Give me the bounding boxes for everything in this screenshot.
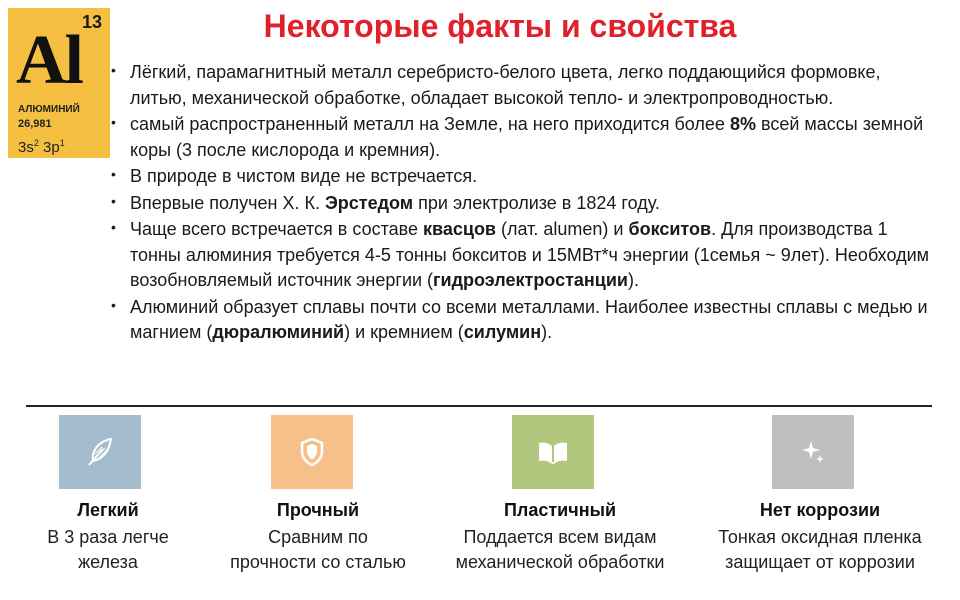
feature-no-corrosion-tile bbox=[772, 415, 854, 489]
sparkle-icon bbox=[798, 437, 828, 467]
config-3s: 3s bbox=[18, 139, 34, 156]
bullet-dot-icon: • bbox=[111, 166, 116, 182]
fact-item bbox=[110, 191, 930, 217]
fact-text: ). bbox=[541, 322, 553, 342]
feature-title: Прочный bbox=[276, 500, 360, 520]
fact-text: при электролизе в 1824 году. bbox=[413, 192, 660, 213]
feature-title: Легкий bbox=[77, 500, 139, 520]
bullet-dot-icon: • bbox=[111, 219, 116, 235]
page-title: Некоторые факты и свойства bbox=[263, 8, 737, 44]
feature-strong-tile bbox=[271, 415, 353, 489]
bullet-dot-icon: • bbox=[111, 62, 116, 78]
fact-highlight: бокситов bbox=[628, 219, 712, 239]
bullet-dot-icon: • bbox=[111, 296, 116, 313]
fact-text: всей массы земной коры (3 после кислорода и кремния). bbox=[130, 114, 924, 160]
feather-icon bbox=[83, 435, 117, 469]
fact-highlight: Эрстедом bbox=[324, 192, 414, 213]
atomic-mass: 26,981 bbox=[18, 118, 52, 130]
fact-item bbox=[110, 295, 930, 346]
fact-item bbox=[110, 217, 930, 294]
element-symbol: Al bbox=[16, 22, 82, 99]
feature-description: В 3 раза легче железа bbox=[47, 527, 169, 572]
fact-highlight: 8% bbox=[729, 114, 756, 134]
fact-text: В природе в чистом виде не встречается. bbox=[130, 166, 478, 186]
fact-item bbox=[110, 164, 930, 190]
fact-text: ) и кремнием ( bbox=[344, 322, 464, 342]
electron-config bbox=[18, 138, 65, 156]
fact-item bbox=[110, 112, 930, 163]
feature-light-tile bbox=[59, 415, 141, 489]
element-tile bbox=[8, 8, 110, 158]
fact-text: Лёгкий, парамагнитный металл серебристо-белого цвета, легко поддающийся формовке, литью, механической обработке, обладает высокой тепло- и электропроводностью. bbox=[130, 62, 881, 108]
fact-text: (лат. alumen) и bbox=[496, 219, 629, 239]
feature-plastic-tile bbox=[512, 415, 594, 489]
config-3p-sup: 1 bbox=[59, 138, 65, 148]
feature-title: Пластичный bbox=[503, 500, 617, 520]
fact-highlight: гидроэлектростанции bbox=[433, 270, 628, 290]
fact-text: ). bbox=[627, 270, 639, 290]
facts-list bbox=[110, 60, 930, 347]
feature-description: Сравним по прочности со сталью bbox=[230, 527, 406, 572]
config-3p: 3p bbox=[43, 139, 60, 156]
divider bbox=[26, 405, 932, 407]
fact-highlight: дюралюминий bbox=[212, 322, 345, 342]
fact-text: Чаще всего встречается в составе bbox=[130, 219, 424, 239]
fact-text: самый распространенный металл на Земле, на него приходится более bbox=[130, 114, 730, 134]
feature-description: Тонкая оксидная пленка защищает от коррозии bbox=[718, 527, 922, 572]
feature-description: Поддается всем видам механической обработки bbox=[455, 527, 665, 572]
fact-highlight: силумин bbox=[463, 322, 542, 342]
bullet-dot-icon: • bbox=[111, 192, 116, 209]
config-3s-sup: 2 bbox=[33, 138, 39, 148]
fact-text: . Для производства 1 тонны алюминия требуется 4-5 тонны бокситов и 15МВт*ч энергии (1семья ~ 9лет). Необходим возобновляемый источник энергии ( bbox=[130, 219, 929, 290]
book-icon bbox=[536, 439, 570, 465]
fact-highlight: квасцов bbox=[423, 219, 496, 239]
fact-text: Впервые получен Х. К. bbox=[130, 192, 325, 213]
element-name: АЛЮМИНИЙ bbox=[18, 104, 80, 115]
bullet-dot-icon: • bbox=[111, 114, 116, 130]
fact-item bbox=[110, 60, 930, 111]
feature-title: Нет коррозии bbox=[759, 500, 881, 520]
fact-text: Алюминий образует сплавы почти со всеми металлами. Наиболее известны сплавы с медью и магнием ( bbox=[130, 296, 928, 342]
atomic-number: 13 bbox=[81, 12, 102, 32]
shield-icon bbox=[299, 437, 325, 467]
